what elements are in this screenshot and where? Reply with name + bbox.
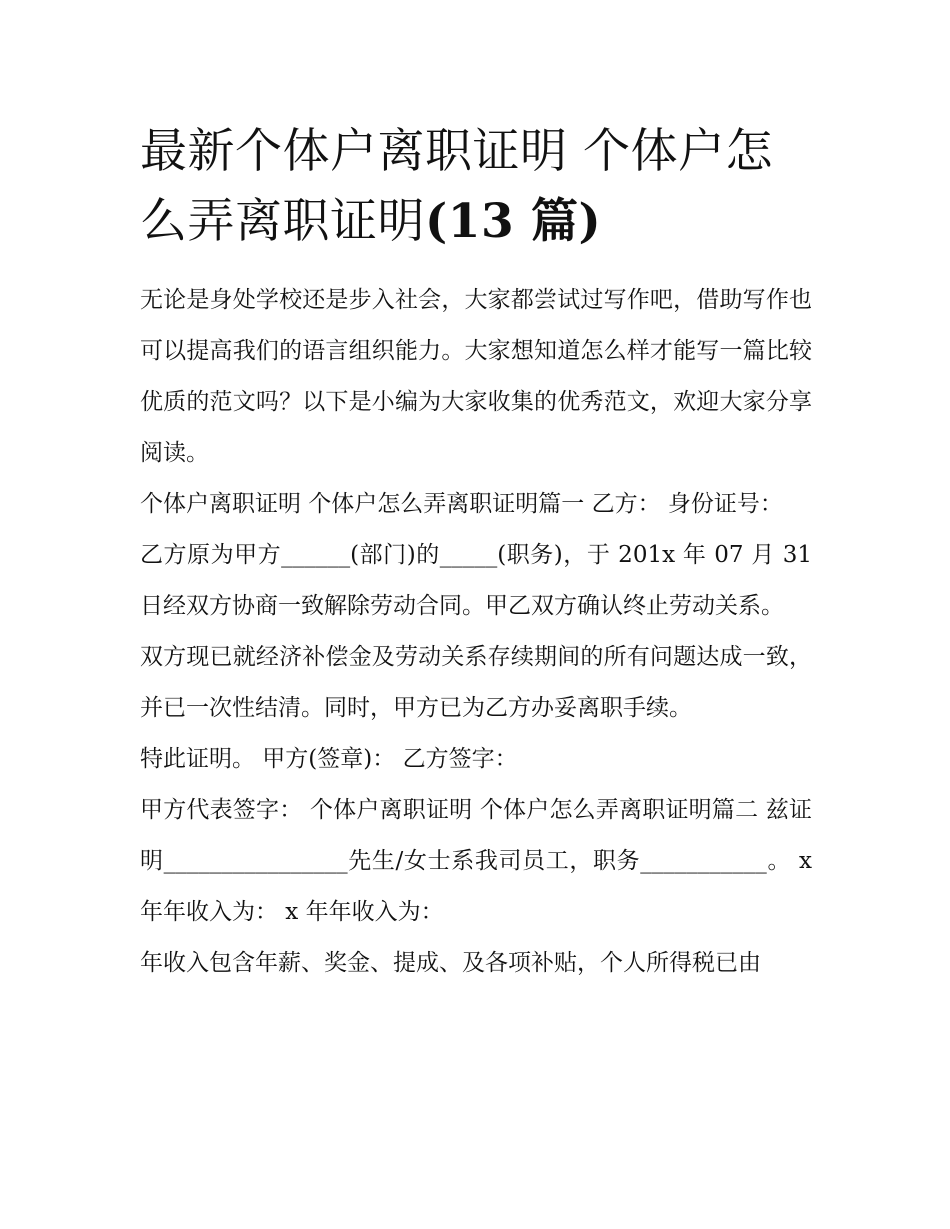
title-main-text: 最新个体户离职证明 个体户怎么弄离职证明 [140,124,773,249]
section-one-heading-paragraph: 个体户离职证明 个体户怎么弄离职证明篇一 乙方： 身份证号： [140,491,783,517]
document-page [140,117,812,989]
section-two-paragraph: 甲方代表签字： 个体户离职证明 个体户怎么弄离职证明篇二 兹证明________________先生/女士系我司员工，职务___________。 x 年年收入为： x 年年收入为： [140,797,812,925]
document-body [140,275,812,989]
signature-line-paragraph: 特此证明。 甲方(签章)： 乙方签字： [140,746,518,772]
employment-termination-paragraph: 乙方原为甲方______(部门)的_____(职务)，于 201x 年 07 月 31 日经双方协商一致解除劳动合同。甲乙双方确认终止劳动关系。 [140,542,812,619]
document-title [140,117,812,257]
intro-paragraph: 无论是身处学校还是步入社会，大家都尝试过写作吧，借助写作也可以提高我们的语言组织能力。大家想知道怎么样才能写一篇比较优质的范文吗？以下是小编为大家收集的优秀范文，欢迎大家分享阅读。 [140,287,812,466]
title-count-text: (13 篇) [425,194,602,249]
income-paragraph: 年收入包含年薪、奖金、提成、及各项补贴，个人所得税已由 [140,950,761,976]
settlement-paragraph: 双方现已就经济补偿金及劳动关系存续期间的所有问题达成一致，并已一次性结清。同时，甲方已为乙方办妥离职手续。 [140,644,812,721]
